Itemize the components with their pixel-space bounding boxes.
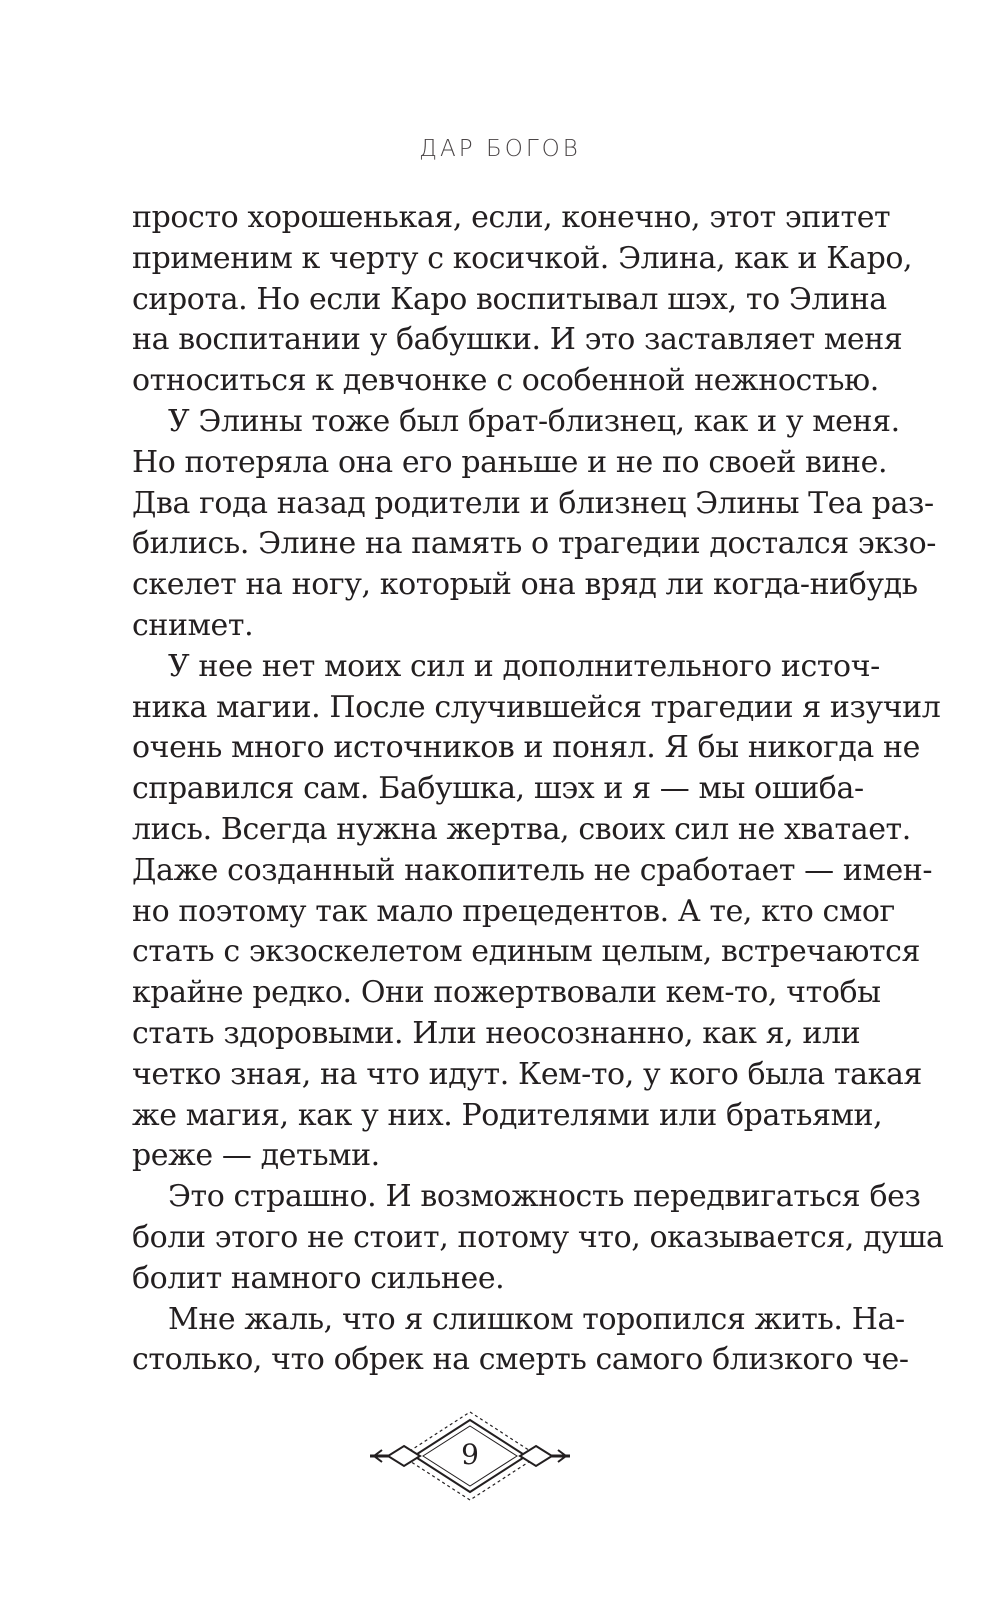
text-line: болит намного сильнее.: [132, 1260, 505, 1296]
text-line: относиться к девчонке с особенной нежностью.: [132, 363, 879, 399]
text-line: У нее нет моих сил и дополнительного источ-: [168, 648, 880, 684]
running-head: ДАР БОГОВ: [419, 136, 581, 162]
text-line: Два года назад родители и близнец Элины Теа раз-: [132, 485, 934, 521]
text-line: очень много источников и понял. Я бы никогда не: [132, 730, 920, 766]
body-text: [132, 198, 944, 1381]
text-line: стать с экзоскелетом единым целым, встречаются: [132, 934, 921, 970]
text-line: применим к черту с косичкой. Элина, как и Каро,: [132, 240, 913, 276]
text-line: Даже созданный накопитель не сработает — имен-: [132, 852, 933, 888]
text-line: справился сам. Бабушка, шэх и я — мы ошиба-: [132, 771, 864, 807]
text-line: сирота. Но если Каро воспитывал шэх, то Элина: [132, 281, 887, 317]
paragraph-4: [132, 1177, 944, 1299]
text-line: же магия, как у них. Родителями или братьями,: [132, 1097, 883, 1133]
text-line: Это страшно. И возможность передвигаться без: [168, 1179, 921, 1215]
text-line: реже — детьми.: [132, 1138, 380, 1174]
text-line: Но потеряла она его раньше и не по своей вине.: [132, 444, 888, 480]
text-line: просто хорошенькая, если, конечно, этот эпитет: [132, 200, 891, 235]
text-line: боли этого не стоит, потому что, оказывается, душа: [132, 1219, 944, 1255]
text-line: У Элины тоже был брат-близнец, как и у меня.: [168, 403, 900, 439]
text-line: Мне жаль, что я слишком торопился жить. На-: [168, 1301, 905, 1337]
text-line: на воспитании у бабушки. И это заставляет меня: [132, 322, 903, 358]
text-line: крайне редко. Они пожертвовали кем-то, чтобы: [132, 975, 881, 1011]
text-line: бились. Элине на память о трагедии достался экзо-: [132, 526, 937, 562]
paragraph-1: [132, 198, 913, 402]
page-number: 9: [461, 1438, 479, 1471]
text-line: лись. Всегда нужна жертва, своих сил не хватает.: [132, 811, 911, 847]
text-line: скелет на ногу, который она вряд ли когда-нибудь: [132, 567, 918, 603]
text-line: четко зная, на что идут. Кем-то, у кого была такая: [132, 1056, 922, 1092]
page-number-ornament: [370, 1410, 570, 1502]
text-line: стать здоровыми. Или неосознанно, как я, или: [132, 1015, 861, 1051]
text-line: снимет.: [132, 607, 254, 643]
text-line: столько, что обрек на смерть самого близкого че-: [132, 1342, 909, 1378]
paragraph-3: [132, 647, 941, 1177]
paragraph-2: [132, 402, 937, 647]
paragraph-5: [132, 1300, 909, 1382]
text-line: но поэтому так мало прецедентов. А те, кто смог: [132, 893, 895, 929]
text-line: ника магии. После случившейся трагедии я изучил: [132, 689, 941, 725]
